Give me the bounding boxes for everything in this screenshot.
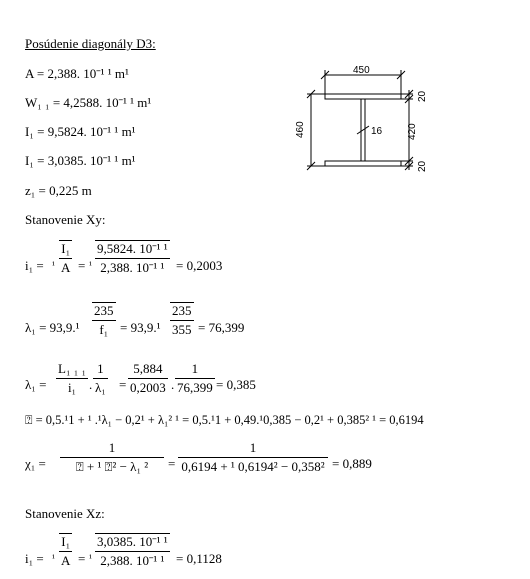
centroid-line: z₁ = 0,225 m <box>25 183 92 198</box>
web-height-label: 420 <box>407 123 418 140</box>
top-flange <box>325 94 401 99</box>
subsection-y-heading: Stanovenie Xy: <box>25 212 106 227</box>
web-thickness-label: 16 <box>371 126 383 137</box>
section-title: Posúdenie diagonály D3: <box>25 36 156 51</box>
inertia-y-line: I₁ = 9,5824. 10ˉ¹ ¹ m¹ <box>25 124 136 139</box>
height-label: 460 <box>295 121 306 138</box>
subsection-z-heading: Stanovenie Xz: <box>25 506 105 521</box>
inertia-z-line: I₁ = 3,0385. 10ˉ¹ ¹ m¹ <box>25 153 136 168</box>
i-beam-cross-section-drawing <box>295 60 435 180</box>
top-flange-thickness-label: 20 <box>417 90 428 102</box>
bottom-flange <box>325 161 401 166</box>
width-label: 450 <box>353 65 370 76</box>
area-line: A = 2,388. 10ˉ¹ ¹ m¹ <box>25 66 129 81</box>
section-modulus-line: W₁ ₁ = 4,2588. 10ˉ¹ ¹ m¹ <box>25 95 152 110</box>
bottom-flange-thickness-label: 20 <box>417 160 428 172</box>
phi-equation: ⍰ = 0,5.¹1 + ¹ .¹λ₁ − 0,2¹ + λ₁² ¹ = 0,5.¹1 + 0,49.¹0,385 − 0,2¹ + 0,385² ¹ = 0,6194 <box>25 413 424 427</box>
